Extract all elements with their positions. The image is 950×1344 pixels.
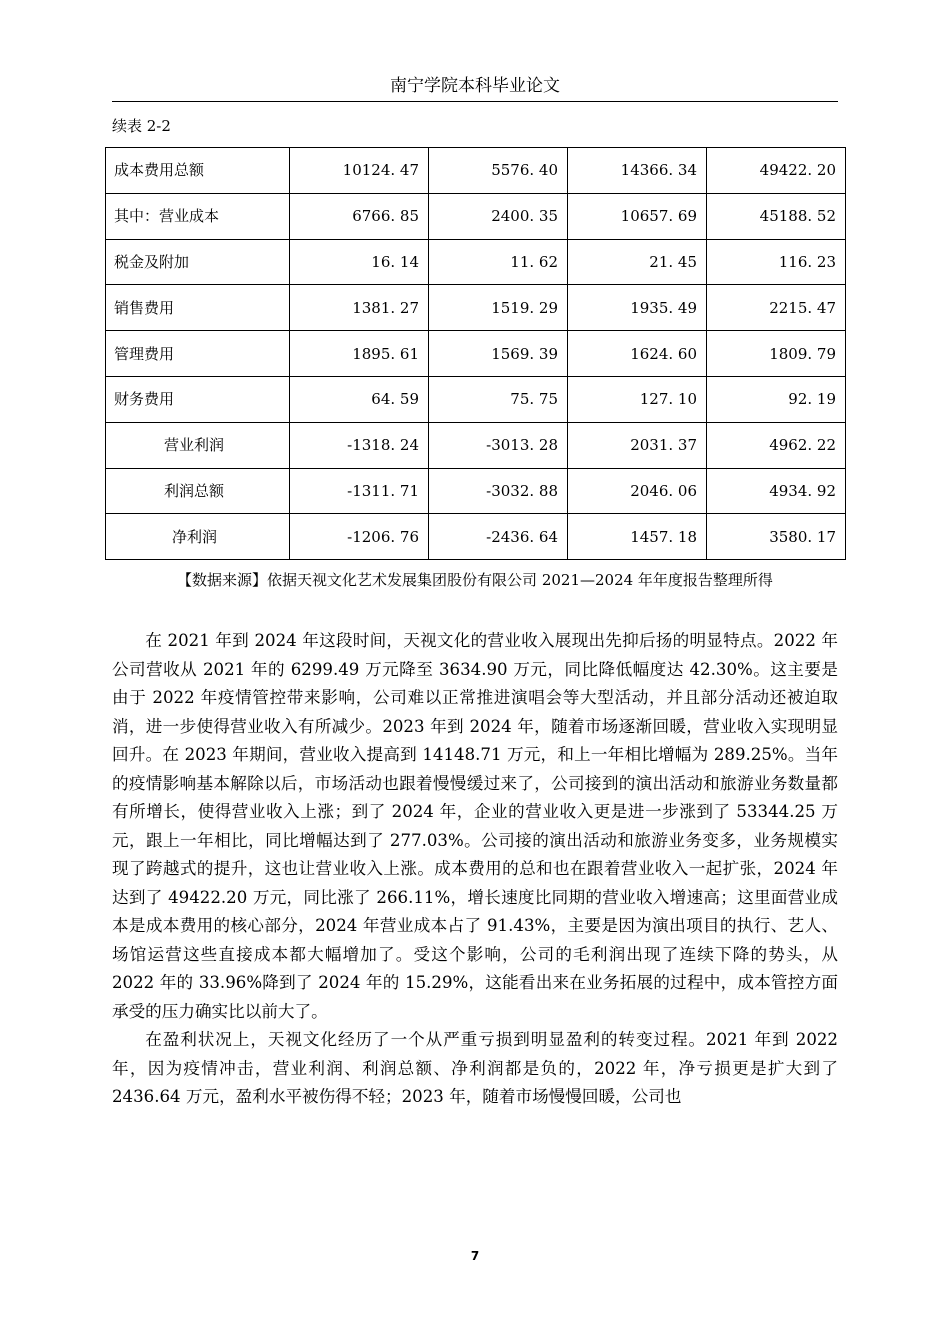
- table-row: [106, 468, 846, 514]
- table-cell: -1318. 24: [290, 422, 429, 468]
- table-cell: 10657. 69: [568, 193, 707, 239]
- data-source-note: 【数据来源】依据天视文化艺术发展集团股份有限公司 2021—2024 年年度报告整理所得: [177, 571, 773, 589]
- table-cell: 1457. 18: [568, 514, 707, 560]
- row-label: 管理费用: [106, 331, 290, 377]
- row-label: 税金及附加: [106, 239, 290, 285]
- table-cell: 10124. 47: [290, 148, 429, 194]
- row-label: 营业利润: [106, 422, 290, 468]
- table-cell: -3013. 28: [429, 422, 568, 468]
- table-cell: 3580. 17: [707, 514, 846, 560]
- table-cell: 1624. 60: [568, 331, 707, 377]
- table-row: [106, 193, 846, 239]
- table-cell: 75. 75: [429, 376, 568, 422]
- table-cell: -1206. 76: [290, 514, 429, 560]
- table-cell: -1311. 71: [290, 468, 429, 514]
- row-label: 利润总额: [106, 468, 290, 514]
- table-cell: 21. 45: [568, 239, 707, 285]
- table-cell: 92. 19: [707, 376, 846, 422]
- table-cell: 49422. 20: [707, 148, 846, 194]
- table-cell: 14366. 34: [568, 148, 707, 194]
- table-cell: -3032. 88: [429, 468, 568, 514]
- table-cell: 1519. 29: [429, 285, 568, 331]
- table-cell: 45188. 52: [707, 193, 846, 239]
- running-header: 南宁学院本科毕业论文: [390, 76, 560, 96]
- table-row: [106, 514, 846, 560]
- financial-table: [105, 147, 846, 560]
- table-cell: 2215. 47: [707, 285, 846, 331]
- table-row: [106, 285, 846, 331]
- paragraph: 在盈利状况上，天视文化经历了一个从严重亏损到明显盈利的转变过程。2021 年到 2022 年，因为疫情冲击，营业利润、利润总额、净利润都是负的，2022 年，净亏损更是扩大到了 2436.64 万元，盈利水平被伤得不轻；2023 年，随着市场慢慢回暖，公司也: [112, 1030, 838, 1106]
- row-label: 销售费用: [106, 285, 290, 331]
- row-label: 净利润: [106, 514, 290, 560]
- row-label: 成本费用总额: [106, 148, 290, 194]
- table-cell: 2046. 06: [568, 468, 707, 514]
- table-cell: 1935. 49: [568, 285, 707, 331]
- table-cell: -2436. 64: [429, 514, 568, 560]
- table-row: [106, 239, 846, 285]
- table-cell: 16. 14: [290, 239, 429, 285]
- table-cell: 1809. 79: [707, 331, 846, 377]
- paragraph: 在 2021 年到 2024 年这段时间，天视文化的营业收入展现出先抑后扬的明显特点。2022 年公司营收从 2021 年的 6299.49 万元降至 3634.90 万元，同比降低幅度达 42.30%。这主要是由于 2022 年疫情管控带来影响，公司难以正常推进演唱会等大型活动，并且部分活动还被迫取消，进一步使得营业收入有所减少。2023 年到 2024 年，随着市场逐渐回暖，营业收入实现明显回升。在 2023 年期间，营业收入提高到 14148.71 万元，和上一年相比增幅为 289.25%。当年的疫情影响基本解除以后，市场活动也跟着慢慢缓过来了，公司接到的演出活动和旅游业务数量都有所增长，使得营业收入上涨；到了 2024 年，企业的营业收入更是进一步涨到了 53344.25 万元，跟上一年相比，同比增幅达到了 277.03%。公司接的演出活动和旅游业务变多，业务规模实现了跨越式的提升，这也让营业收入上涨。成本费用的总和也在跟着营业收入一起扩张，2024 年达到了 49422.20 万元，同比涨了 266.11%，增长速度比同期的营业收入增速高；这里面营业成本是成本费用的核心部分，2024 年营业成本占了 91.43%，主要是因为演出项目的执行、艺人、场馆运营这些直接成本都大幅增加了。受这个影响，公司的毛利润出现了连续下降的势头，从 2022 年的 33.96%降到了 2024 年的 15.29%，这能看出来在业务拓展的过程中，成本管控方面承受的压力确实比以前大了。: [112, 631, 838, 1021]
- table-cell: 2400. 35: [429, 193, 568, 239]
- table-cell: 6766. 85: [290, 193, 429, 239]
- header-rule: [112, 101, 838, 102]
- row-label: 财务费用: [106, 376, 290, 422]
- table-cell: 116. 23: [707, 239, 846, 285]
- table-cell: 2031. 37: [568, 422, 707, 468]
- table-caption: 续表 2-2: [112, 117, 171, 135]
- table-cell: 1569. 39: [429, 331, 568, 377]
- table-cell: 5576. 40: [429, 148, 568, 194]
- table-cell: 4934. 92: [707, 468, 846, 514]
- table-cell: 64. 59: [290, 376, 429, 422]
- table-row: [106, 331, 846, 377]
- table-cell: 1381. 27: [290, 285, 429, 331]
- table-cell: 11. 62: [429, 239, 568, 285]
- row-label: 其中：营业成本: [106, 193, 290, 239]
- body-text: [112, 627, 838, 1112]
- page-number: 7: [470, 1249, 480, 1263]
- table-row: [106, 422, 846, 468]
- table-cell: 4962. 22: [707, 422, 846, 468]
- table-row: [106, 376, 846, 422]
- table-cell: 1895. 61: [290, 331, 429, 377]
- table-row: [106, 148, 846, 194]
- table-cell: 127. 10: [568, 376, 707, 422]
